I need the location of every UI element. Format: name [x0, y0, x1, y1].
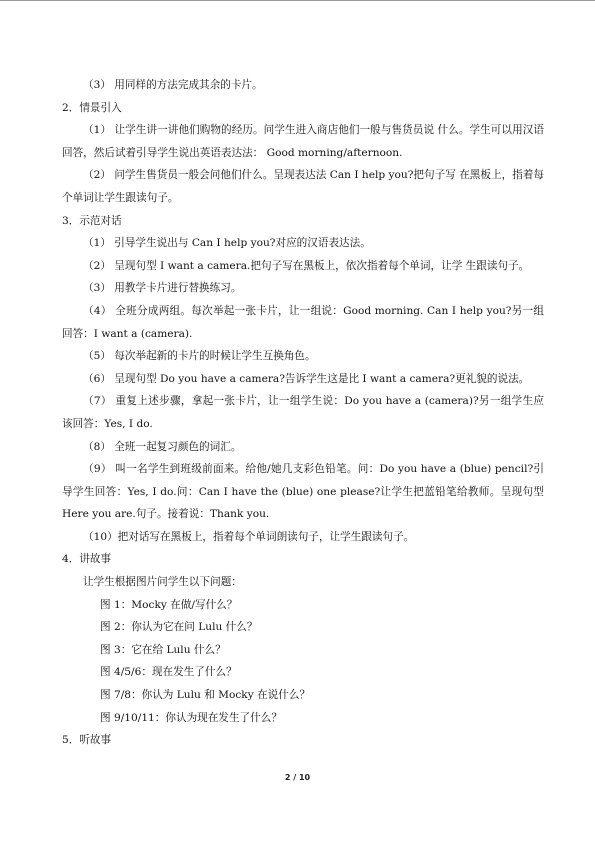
page-top-rule — [0, 0, 595, 1]
paragraph: （2） 呈现句型 I want a camera.把句子写在黑板上，依次指着每个单词，让学 生跟读句子。 — [83, 259, 530, 272]
paragraph: 图 2：你认为它在问 Lulu 什么？ — [100, 621, 258, 634]
paragraph: （3） 用教学卡片进行替换练习。 — [83, 282, 242, 295]
paragraph: （6） 呈现句型 Do you have a camera?告诉学生这是比 I want a camera?更礼貌的说法。 — [83, 372, 530, 385]
paragraph: 图 1：Mocky 在做/写什么？ — [100, 598, 238, 611]
paragraph: 2．情景引入 — [62, 101, 122, 114]
paragraph: （7） 重复上述步骤，拿起一张卡片，让一组学生说：Do you have a (camera)?另一组学生应该回答：Yes, I do. — [62, 395, 544, 430]
paragraph: 图 3：它在给 Lulu 什么？ — [100, 643, 226, 656]
paragraph: （3） 用同样的方法完成其余的卡片。 — [83, 79, 263, 91]
paragraph: （2） 问学生售货员一般会问他们什么。呈现表达法 Can I help you?把句子写 在黑板上，指着每个单词让学生跟读句子。 — [62, 169, 544, 204]
paragraph: 图 7/8：你认为 Lulu 和 Mocky 在说什么？ — [100, 689, 311, 702]
paragraph: 图 9/10/11：你认为现在发生了什么？ — [100, 711, 282, 724]
paragraph: （5） 每次举起新的卡片的时候让学生互换角色。 — [83, 350, 316, 363]
paragraph: （1） 引导学生说出与 Can I help you?对应的汉语表达法。 — [83, 237, 371, 250]
paragraph: （10）把对话写在黑板上，指着每个单词朗读句子，让学生跟读句子。 — [83, 530, 415, 543]
paragraph: 图 4/5/6：现在发生了什么？ — [100, 666, 237, 679]
paragraph: （9） 叫一名学生到班级前面来。给他/她几支彩色铅笔。问：Do you have a (blue) pencil?引导学生回答：Yes, I do.问：Can I have the (blue) one please?让学生把蓝铅笔给教师。呈现句型 Here you are.句子。接着说：Thank you. — [62, 463, 544, 521]
paragraph: （1） 让学生讲一讲他们购物的经历。问学生进入商店他们一般与售货员说 什么。学生可以用汉语回答，然后试着引导学生说出英语表达法： Good morning/afternoon. — [62, 124, 544, 159]
document-body — [62, 74, 544, 752]
paragraph: 5．听故事 — [62, 734, 112, 747]
page-number: 2 / 10 — [284, 773, 311, 782]
paragraph: 3．示范对话 — [62, 214, 122, 227]
paragraph: （8） 全班一起复习颜色的词汇。 — [83, 440, 242, 453]
paragraph: 4．讲故事 — [62, 553, 112, 566]
paragraph: 让学生根据图片问学生以下问题： — [83, 576, 242, 589]
paragraph: （4） 全班分成两组。每次举起一张卡片，让一组说：Good morning. Can I help you?另一组回答：I want a (camera). — [62, 304, 544, 340]
